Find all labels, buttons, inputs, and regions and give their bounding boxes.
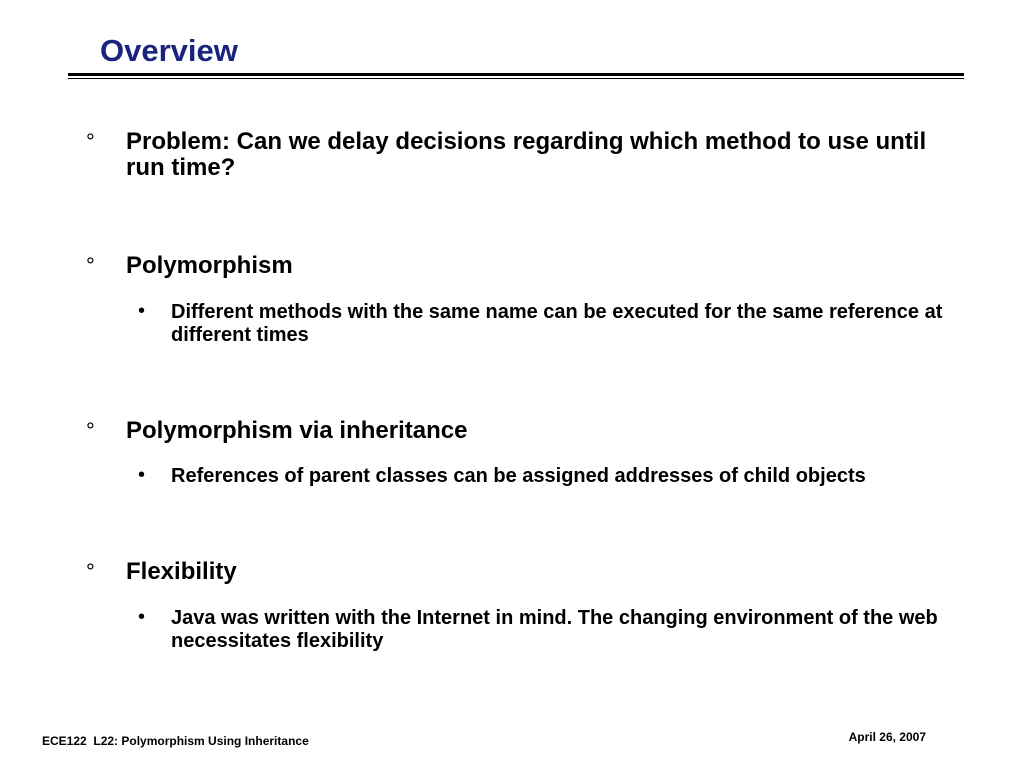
sub-bullet-item — [138, 465, 968, 488]
bullet-text: Polymorphism — [126, 252, 293, 279]
sub-bullet-text: Java was written with the Internet in mind. The changing environment of the web necessitates flexibility — [171, 607, 938, 652]
dot-bullet-icon: • — [138, 606, 146, 628]
sub-bullet-item — [138, 301, 968, 347]
dot-bullet-icon: • — [138, 300, 146, 322]
sub-bullet-text: Different methods with the same name can be executed for the same reference at different times — [171, 301, 943, 346]
footer-date: April 26, 2007 — [848, 730, 926, 744]
degree-bullet-icon: ° — [86, 253, 95, 278]
bullet-item — [86, 253, 966, 279]
degree-bullet-icon: ° — [86, 418, 95, 443]
bullet-text: Flexibility — [126, 558, 237, 585]
bullet-text: Polymorphism via inheritance — [126, 417, 468, 444]
slide-title: Overview — [100, 33, 238, 68]
footer-course: ECE122 L22: Polymorphism Using Inheritance — [42, 734, 309, 748]
bullet-item — [86, 418, 966, 444]
sub-bullet-item — [138, 607, 968, 653]
sub-bullet-text: References of parent classes can be assigned addresses of child objects — [171, 465, 866, 487]
degree-bullet-icon: ° — [86, 129, 95, 154]
dot-bullet-icon: • — [138, 464, 146, 486]
degree-bullet-icon: ° — [86, 559, 95, 584]
bullet-item — [86, 129, 966, 182]
bullet-item — [86, 559, 966, 585]
bullet-text: Problem: Can we delay decisions regarding which method to use until run time? — [126, 128, 927, 182]
